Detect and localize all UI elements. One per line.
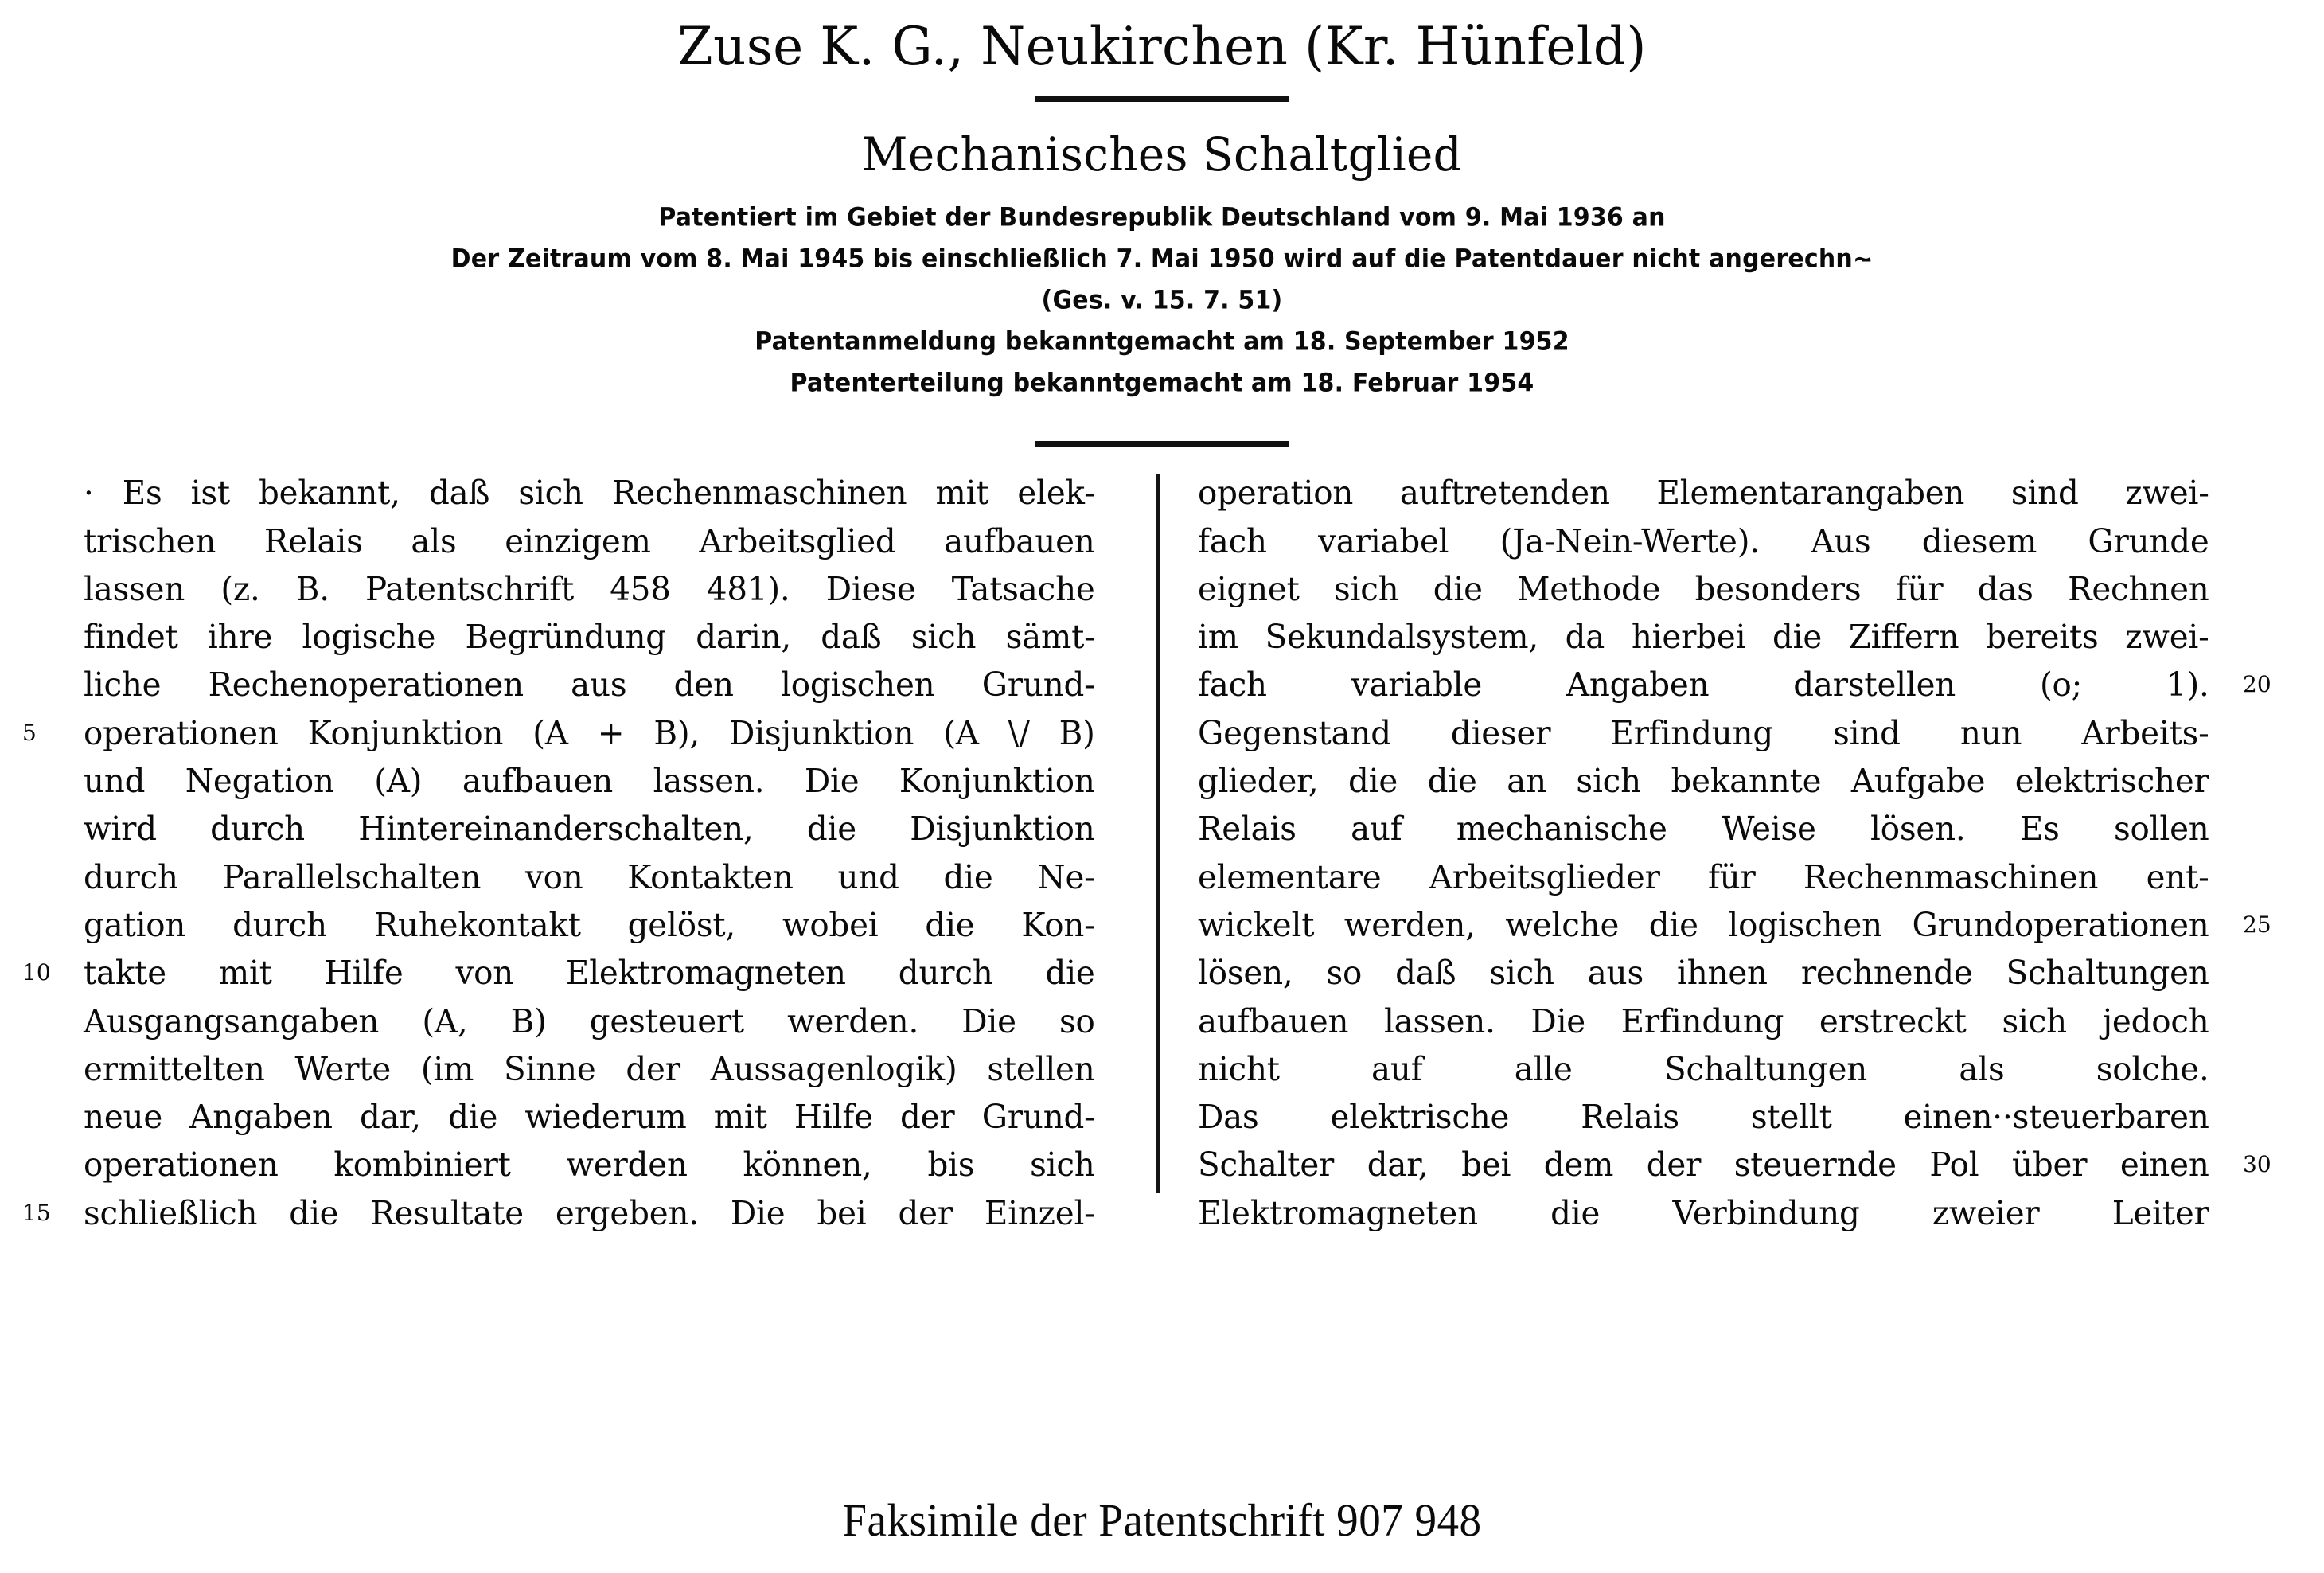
- line-number: 10: [22, 959, 51, 986]
- text-line: Relais auf mechanische Weise lösen. Es sollen: [1198, 810, 2209, 849]
- line-number-blank: [22, 757, 78, 805]
- text-line: Schalter dar, bei dem der steuernde Pol über einen: [1198, 1146, 2209, 1185]
- text-line: im Sekundalsystem, da hierbei die Ziffern bereits zwei-: [1198, 618, 2209, 657]
- line-number-blank: [22, 1045, 78, 1093]
- text-line: Ausgangsangaben (A, B) gesteuert werden. Die so: [84, 1001, 1095, 1040]
- patent-meta-line-5: Patenterteilung bekanntgemacht am 18. Februar 1954: [790, 368, 1534, 399]
- line-number-blank: [2243, 805, 2299, 853]
- text-line: nicht auf alle Schaltungen als solche.: [1198, 1049, 2209, 1088]
- line-number: 5: [22, 719, 37, 746]
- text-line: ermittelten Werte (im Sinne der Aussagenlogik) stellen: [84, 1049, 1095, 1088]
- text-line: operationen Konjunktion (A + B), Disjunktion (A \/ B): [84, 713, 1095, 752]
- line-number-blank: [2243, 565, 2299, 613]
- body-text-area: [0, 469, 2324, 1232]
- text-line: Das elektrische Relais stellt einen··steuerbaren: [1198, 1098, 2209, 1137]
- line-number-blank: [22, 853, 78, 901]
- left-column-paragraph: [84, 469, 1095, 1237]
- line-number-blank: [22, 997, 78, 1045]
- text-line: trischen Relais als einzigem Arbeitsglied aufbauen: [84, 521, 1095, 560]
- patent-meta-line-2: Der Zeitraum vom 8. Mai 1945 bis einschließlich 7. Mai 1950 wird auf die Patentdauer nicht angerechn~̵: [450, 244, 1874, 275]
- line-number-blank: [22, 805, 78, 853]
- text-line: elementare Arbeitsglieder für Rechenmaschinen ent-: [1198, 857, 2209, 896]
- line-number-blank: [2243, 757, 2299, 805]
- line-numbers-left-column: [22, 469, 78, 1237]
- line-number-blank: [22, 565, 78, 613]
- line-number-blank: [2243, 517, 2299, 565]
- line-number: 30: [2243, 1151, 2271, 1178]
- text-line: aufbauen lassen. Die Erfindung erstreckt sich jedoch: [1198, 1001, 2209, 1040]
- line-number: 20: [2243, 671, 2271, 698]
- text-line: wird durch Hintereinanderschalten, die Disjunktion: [84, 810, 1095, 849]
- line-number: 25: [2243, 911, 2271, 938]
- line-number-blank: [22, 1093, 78, 1141]
- text-line: lösen, so daß sich aus ihnen rechnende Schaltungen: [1198, 954, 2209, 993]
- text-line: liche Rechenoperationen aus den logischen Grund-: [84, 666, 1095, 705]
- document-header: [0, 0, 2324, 447]
- text-line: operation auftretenden Elementarangaben sind zwei-: [1198, 474, 2209, 513]
- figure-caption: Faksimile der Patentschrift 907 948: [842, 1494, 1482, 1546]
- text-line: · Es ist bekannt, daß sich Rechenmaschinen mit elek-: [84, 474, 1095, 513]
- text-line: Elektromagneten die Verbindung zweier Leiter: [1198, 1193, 2209, 1232]
- patent-meta-line-3: (Ges. v. 15. 7. 51): [1041, 285, 1283, 316]
- line-number-blank: [22, 613, 78, 661]
- line-number-blank: [2243, 1045, 2299, 1093]
- text-line: fach variable Angaben darstellen (o; 1).: [1198, 666, 2209, 705]
- text-line: eignet sich die Methode besonders für das Rechnen: [1198, 569, 2209, 608]
- line-number-blank: [2243, 469, 2299, 517]
- line-number-blank: [22, 469, 78, 517]
- line-number: 15: [22, 1199, 51, 1226]
- text-line: durch Parallelschalten von Kontakten und die Ne-: [84, 857, 1095, 896]
- text-line: takte mit Hilfe von Elektromagneten durch die: [84, 954, 1095, 993]
- right-text-column: [1198, 469, 2225, 1237]
- line-number-blank: [2243, 997, 2299, 1045]
- text-line: Gegenstand dieser Erfindung sind nun Arbeits-: [1198, 713, 2209, 752]
- line-number-blank: [2243, 1189, 2299, 1237]
- line-number-blank: [22, 1141, 78, 1189]
- text-line: findet ihre logische Begründung darin, daß sich sämt-: [84, 618, 1095, 657]
- line-number-blank: [2243, 853, 2299, 901]
- text-line: schließlich die Resultate ergeben. Die bei der Einzel-: [84, 1193, 1095, 1232]
- line-number-blank: [22, 901, 78, 949]
- line-number-blank: [2243, 613, 2299, 661]
- line-number-blank: [22, 517, 78, 565]
- invention-title: Mechanisches Schaltglied: [861, 127, 1463, 182]
- line-number-blank: [2243, 1093, 2299, 1141]
- patent-meta-line-4: Patentanmeldung bekanntgemacht am 18. September 1952: [755, 326, 1569, 357]
- right-column-paragraph: [1198, 469, 2209, 1237]
- text-line: operationen kombiniert werden können, bis sich: [84, 1146, 1095, 1185]
- left-text-column: [84, 469, 1110, 1237]
- header-divider-rule-bottom: [1035, 441, 1289, 447]
- column-divider-rule: [1156, 474, 1160, 1193]
- line-numbers-right-column: [2243, 469, 2299, 1237]
- line-number-blank: [2243, 709, 2299, 757]
- text-line: gation durch Ruhekontakt gelöst, wobei die Kon-: [84, 905, 1095, 944]
- text-line: und Negation (A) aufbauen lassen. Die Konjunktion: [84, 762, 1095, 801]
- text-line: fach variabel (Ja-Nein-Werte). Aus diesem Grunde: [1198, 521, 2209, 560]
- text-line: wickelt werden, welche die logischen Grundoperationen: [1198, 905, 2209, 944]
- text-line: neue Angaben dar, die wiederum mit Hilfe der Grund-: [84, 1098, 1095, 1137]
- line-number-blank: [2243, 949, 2299, 997]
- patent-meta-line-1: Patentiert im Gebiet der Bundesrepublik Deutschland vom 9. Mai 1936 an: [658, 202, 1666, 233]
- applicant-heading: Zuse K. G., Neukirchen (Kr. Hünfeld): [677, 16, 1647, 77]
- line-number-blank: [22, 661, 78, 708]
- header-divider-rule-top: [1035, 96, 1289, 102]
- text-line: lassen (z. B. Patentschrift 458 481). Diese Tatsache: [84, 569, 1095, 608]
- text-line: glieder, die die an sich bekannte Aufgabe elektrischer: [1198, 762, 2209, 801]
